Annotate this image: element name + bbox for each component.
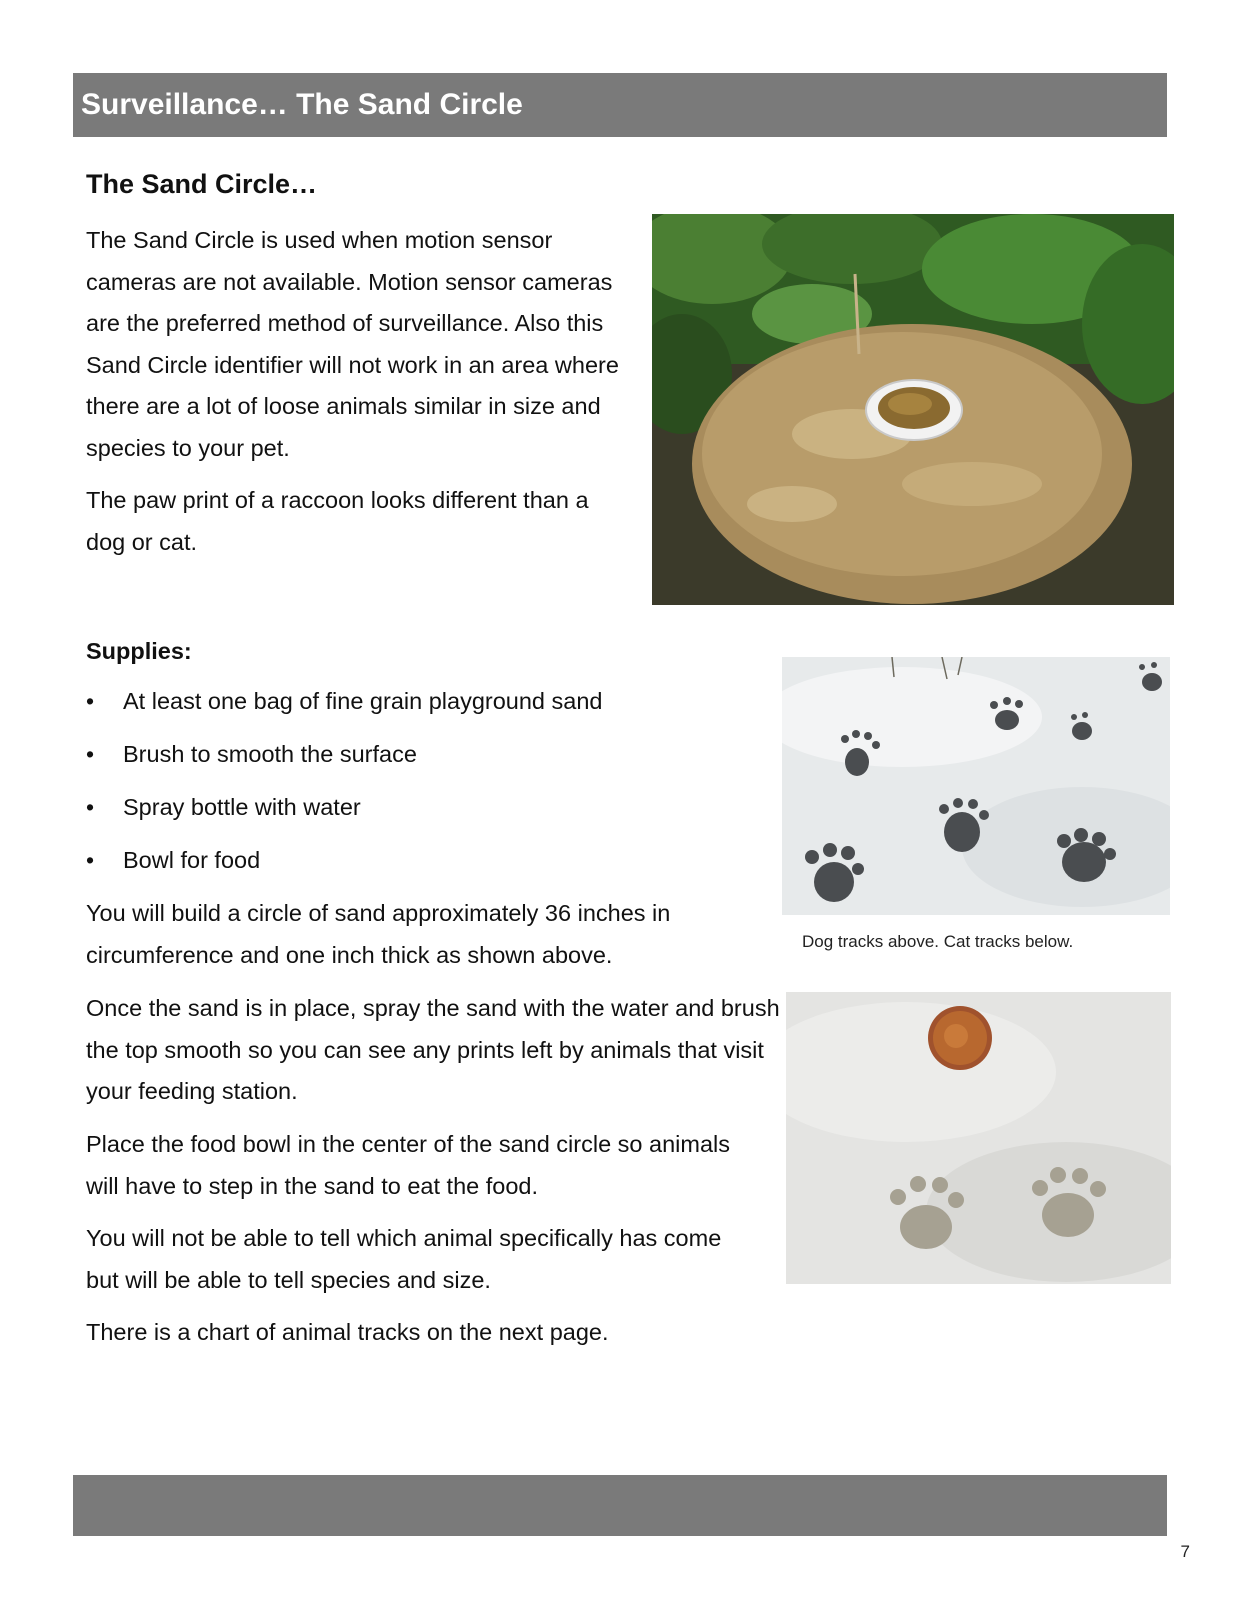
bullet-icon: • <box>86 688 95 714</box>
dog-tracks-illustration <box>782 657 1170 915</box>
supplies-heading: Supplies: <box>86 638 192 664</box>
bullet-icon: • <box>86 847 95 873</box>
supply-item-text: Bowl for food <box>123 847 261 873</box>
intro-paragraph-2: The paw print of a raccoon looks different than a dog or cat. <box>86 487 589 555</box>
list-item <box>86 681 686 734</box>
supplies-list <box>86 681 686 893</box>
cat-tracks-illustration <box>786 992 1171 1284</box>
sand-circle-illustration <box>652 214 1174 605</box>
dog-tracks-photo <box>782 657 1170 915</box>
instructions-paragraph-5: There is a chart of animal tracks on the next page. <box>86 1319 609 1345</box>
page-footer-bar <box>73 1475 1167 1536</box>
instructions-paragraph-4: You will not be able to tell which animal specifically has come but will be able to tell species and size. <box>86 1225 722 1293</box>
page-header-title: Surveillance… The Sand Circle <box>81 88 523 121</box>
list-item <box>86 787 686 840</box>
sand-circle-photo <box>652 214 1174 605</box>
instructions-paragraph-2: Once the sand is in place, spray the sand with the water and brush the top smooth so you can see any prints left by animals that visit your feeding station. <box>86 995 780 1104</box>
bullet-icon: • <box>86 741 95 767</box>
instructions-paragraph-3: Place the food bowl in the center of the sand circle so animals will have to step in the sand to eat the food. <box>86 1131 731 1199</box>
cat-tracks-photo <box>786 992 1171 1284</box>
page-header-bar <box>73 73 1167 137</box>
supply-item-text: Brush to smooth the surface <box>123 741 417 767</box>
page-number: 7 <box>1180 1542 1190 1561</box>
photo-caption: Dog tracks above. Cat tracks below. <box>802 932 1074 951</box>
intro-paragraph-1: The Sand Circle is used when motion sensor cameras are not available. Motion sensor cameras are the preferred method of surveillance. Also this Sand Circle identifier will not work in an area where there are a lot of loose animals similar in size and species to your pet. <box>86 227 619 461</box>
supply-item-text: Spray bottle with water <box>123 794 361 820</box>
bullet-icon: • <box>86 794 95 820</box>
list-item <box>86 840 686 893</box>
section-title: The Sand Circle… <box>86 169 318 199</box>
instructions-paragraph-1: You will build a circle of sand approximately 36 inches in circumference and one inch thick as shown above. <box>86 900 671 968</box>
supply-item-text: At least one bag of fine grain playground sand <box>123 688 603 714</box>
list-item <box>86 734 686 787</box>
